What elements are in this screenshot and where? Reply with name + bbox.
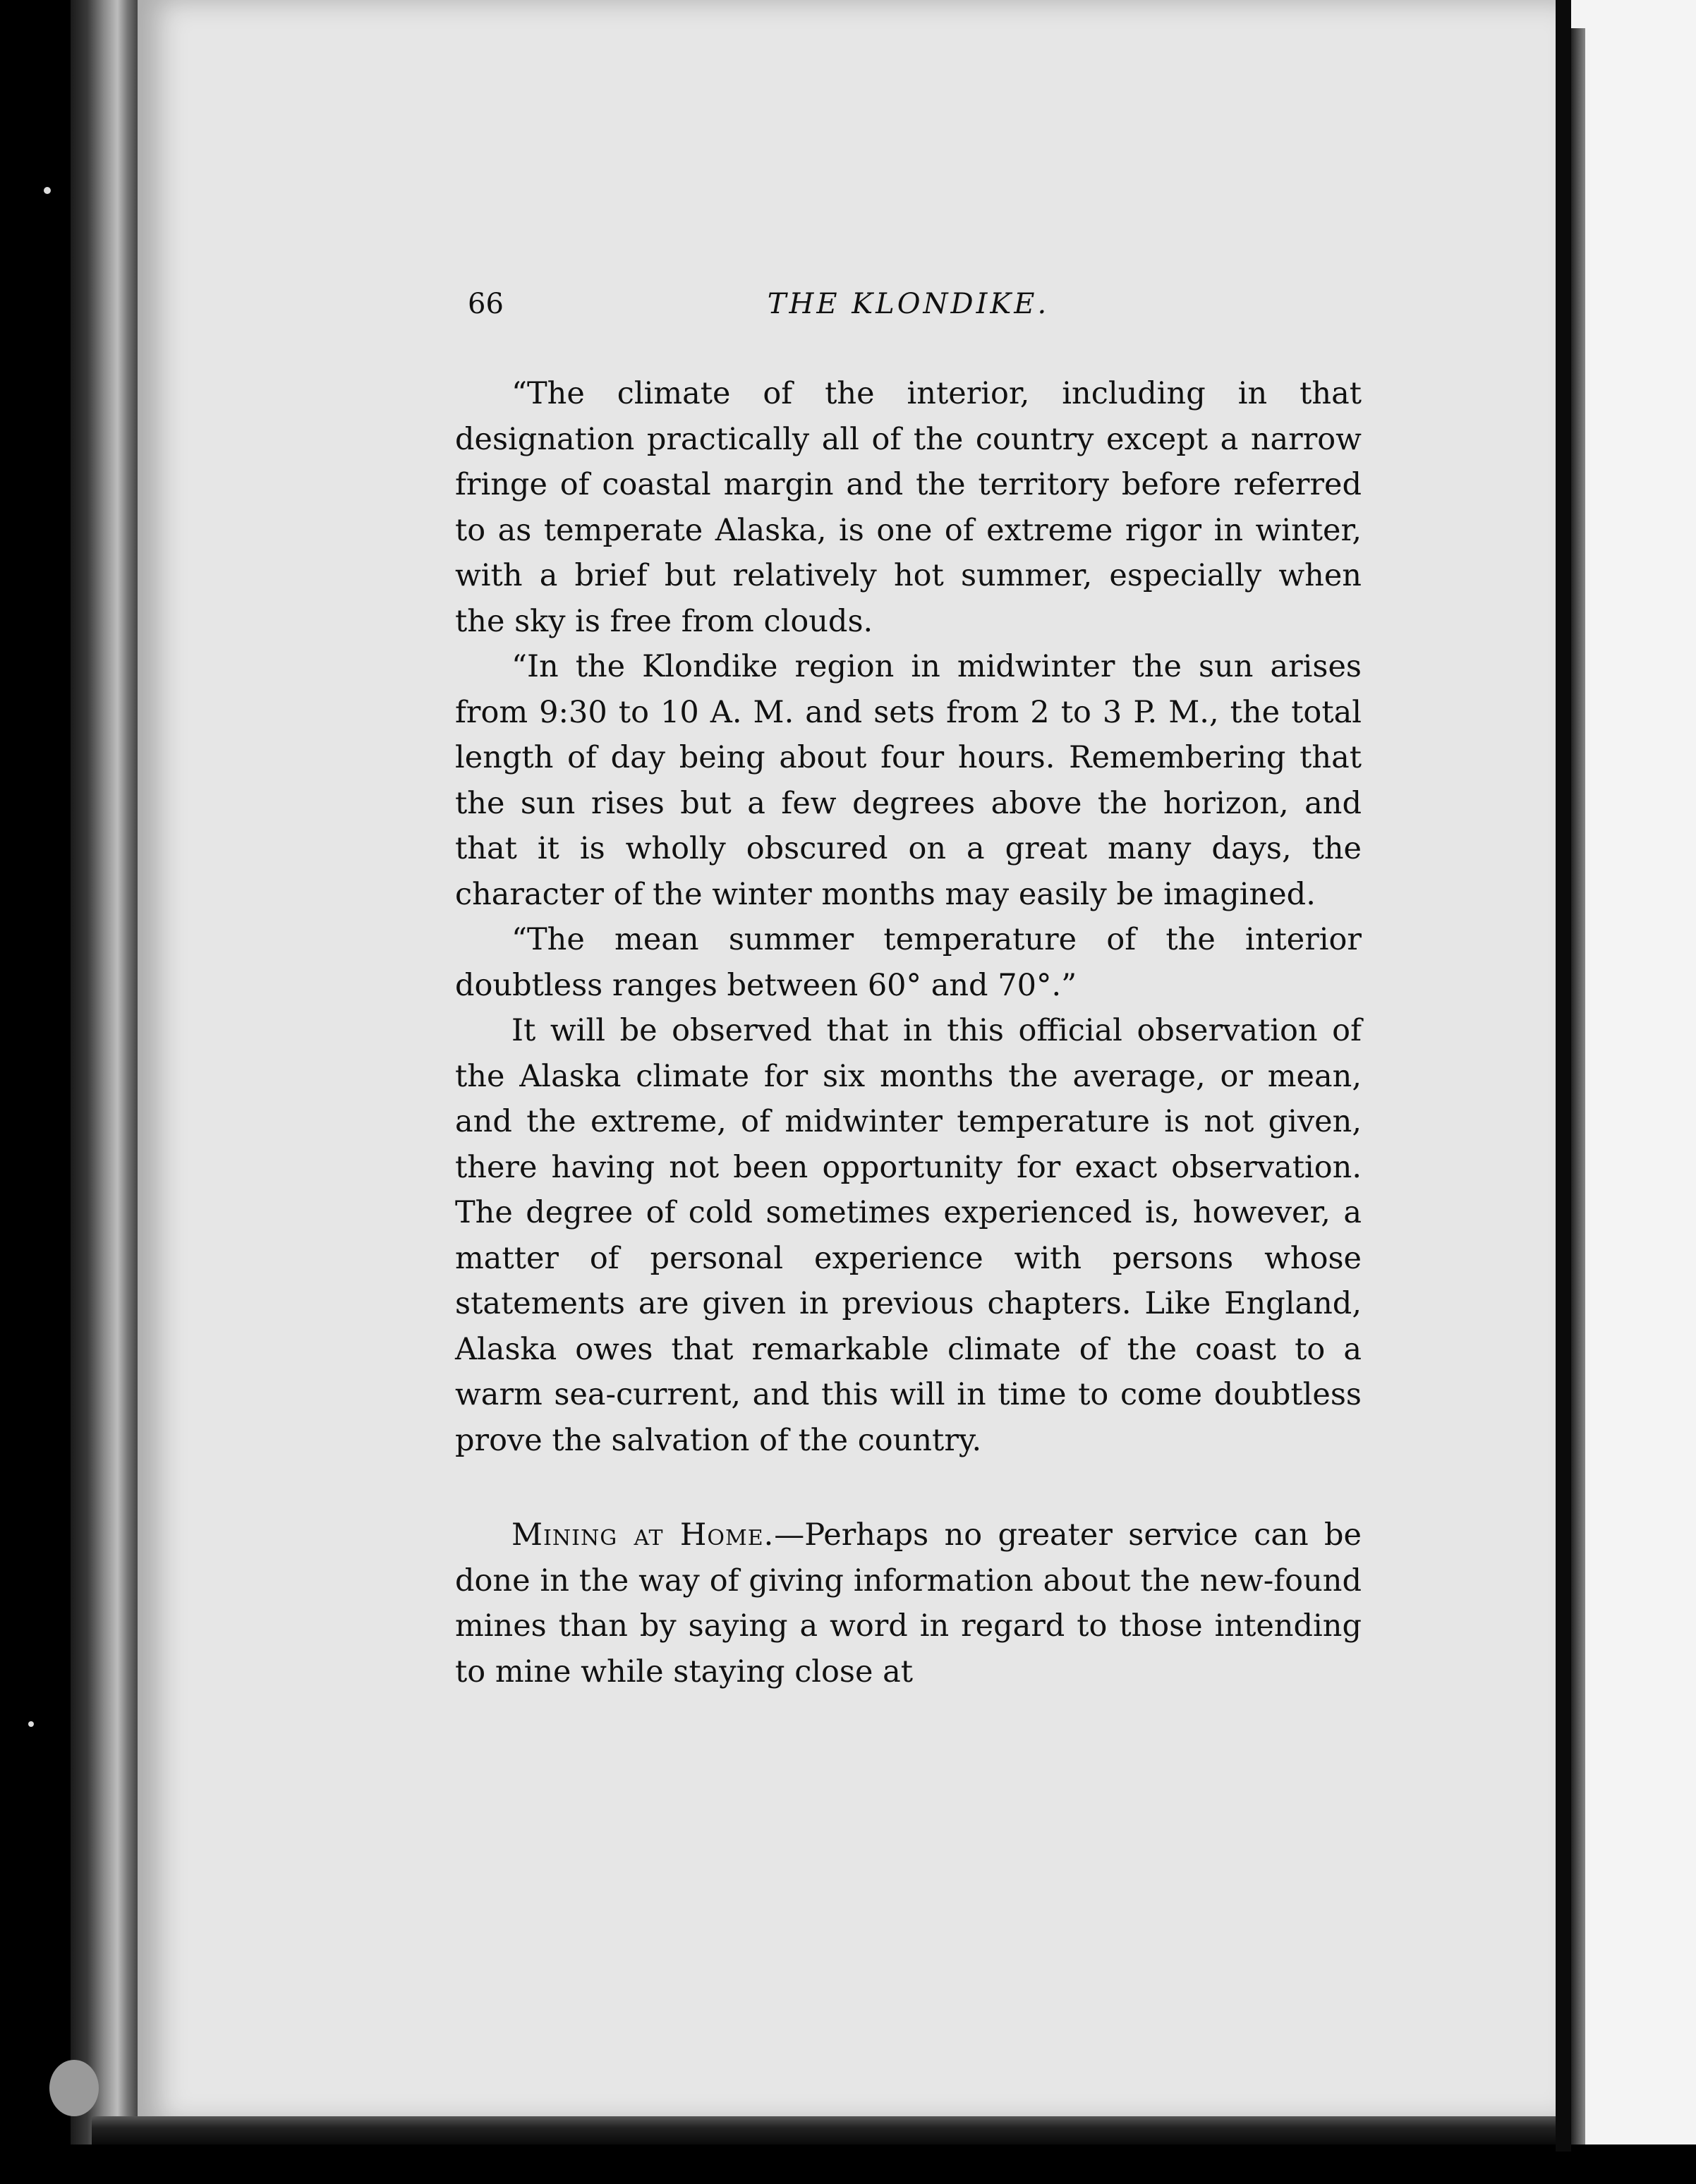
- paragraph: It will be observed that in this official observation of the Alaska climate for six months the average, or mean, and the extreme, of midwinter temperature is not given, there having not been opportunity for exact observation. The degree of cold sometimes experienced is, however, a matter of personal experience with persons whose statements are given in previous chapters. Like England, Alaska owes that remarkable climate of the coast to a warm sea-current, and this will in time to come doubtless prove the salvation of the country.: [455, 1013, 1362, 1458]
- page-content: [455, 282, 1362, 1694]
- running-title: THE KLONDIKE.: [767, 288, 1050, 320]
- book-gutter: [1556, 0, 1571, 2152]
- running-head: [455, 282, 1362, 332]
- section-heading: Mining at Home.: [511, 1517, 775, 1553]
- paragraph: “The mean summer temperature of the interior doubtless ranges between 60° and 70°.”: [455, 922, 1362, 1003]
- book-spine-edge: [71, 0, 138, 2144]
- facing-page: [1571, 0, 1696, 2144]
- facing-page-edge: [1571, 28, 1585, 2144]
- section-text: —Perhaps no greater service can be done in the way of giving information about the new-found mines than by saying a word in regard to those intending to mine while staying close at: [455, 1517, 1362, 1689]
- scan-speck: [49, 2060, 99, 2116]
- page-bottom-edge: [92, 2116, 1580, 2144]
- paragraph: “The climate of the interior, including in that designation practically all of the country except a narrow fringe of coastal margin and the territory before referred to as temperate Alaska, is one of extreme rigor in winter, with a brief but relatively hot summer, especially when the sky is free from clouds.: [455, 376, 1362, 639]
- body-text: [455, 371, 1362, 1694]
- paragraph: “In the Klondike region in midwinter the sun arises from 9:30 to 10 A. M. and sets from 2 to 3 P. M., the total length of day being about four hours. Remembering that the sun rises but a few degrees above the horizon, and that it is wholly obscured on a great many days, the character of the winter months may easily be imagined.: [455, 649, 1362, 912]
- section-paragraph: [455, 1512, 1362, 1694]
- scan-speck: [44, 187, 51, 194]
- scan-speck: [28, 1721, 34, 1727]
- page-number: 66: [468, 288, 504, 320]
